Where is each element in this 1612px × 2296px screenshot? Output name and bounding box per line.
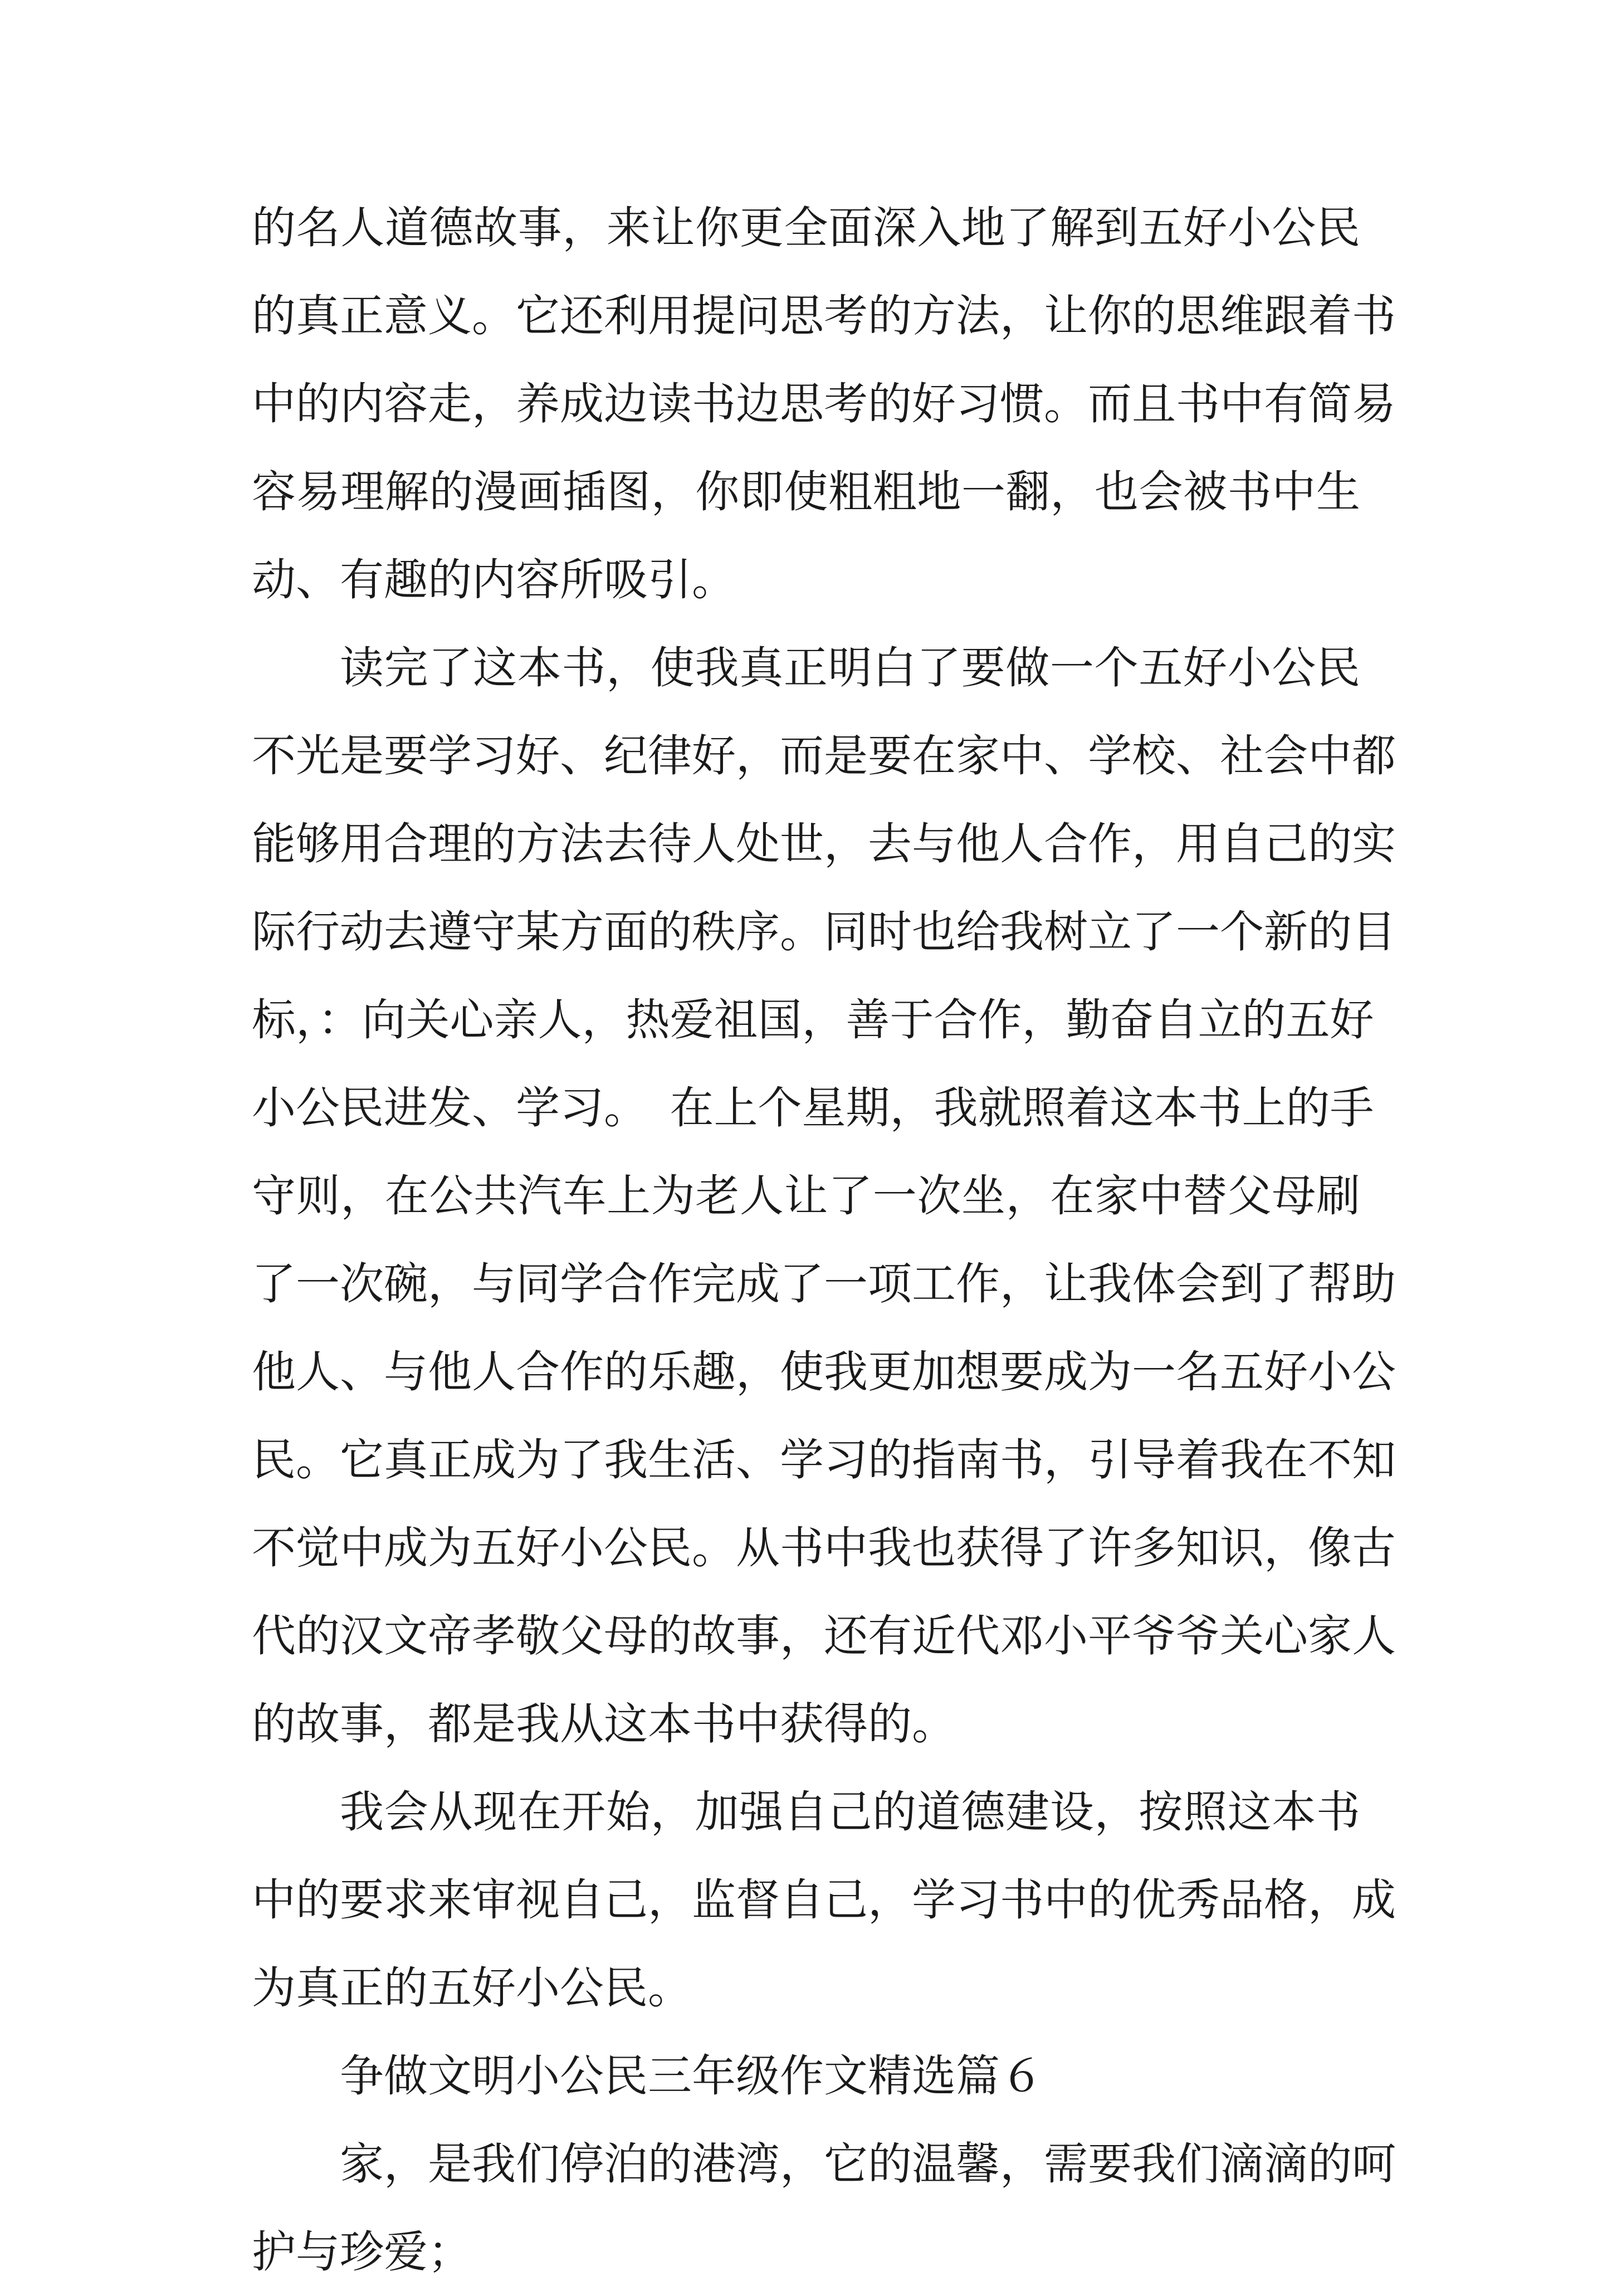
section-heading: 争做文明小公民三年级作文精选篇６ bbox=[340, 2050, 1044, 2102]
text-line: 为真正的五好小公民。 bbox=[252, 1962, 692, 2014]
text-line: 中的要求来审视自己，监督自己，学习书中的优秀品格，成 bbox=[252, 1874, 1396, 1926]
text-line: 读完了这本书，使我真正明白了要做一个五好小公民 bbox=[340, 642, 1360, 693]
text-line: 了一次碗，与同学合作完成了一项工作，让我体会到了帮助 bbox=[252, 1258, 1396, 1310]
document-body bbox=[252, 184, 1396, 2296]
paragraph-3 bbox=[252, 1768, 1396, 2032]
text-line: 小公民进发、学习。 在上个星期，我就照着这本书上的手 bbox=[252, 1082, 1374, 1134]
paragraph-1 bbox=[252, 184, 1396, 624]
text-line: 能够用合理的方法去待人处世，去与他人合作，用自己的实 bbox=[252, 818, 1396, 869]
text-line: 家，是我们停泊的港湾，它的温馨，需要我们滴滴的呵 bbox=[340, 2138, 1396, 2190]
text-line: 代的汉文帝孝敬父母的故事，还有近代邓小平爷爷关心家人 bbox=[252, 1610, 1396, 1662]
paragraph-2 bbox=[252, 624, 1396, 1768]
text-line: 容易理解的漫画插图，你即使粗粗地一翻，也会被书中生 bbox=[252, 466, 1360, 517]
text-line: 的真正意义。它还利用提问思考的方法，让你的思维跟着书 bbox=[252, 290, 1396, 341]
text-line: 际行动去遵守某方面的秩序。同时也给我树立了一个新的目 bbox=[252, 906, 1396, 958]
text-line: 标，：向关心亲人，热爱祖国，善于合作，勤奋自立的五好 bbox=[252, 994, 1374, 1046]
text-line: 我会从现在开始，加强自己的道德建设，按照这本书 bbox=[340, 1786, 1360, 1838]
paragraph-4 bbox=[252, 2120, 1396, 2296]
text-line: 不觉中成为五好小公民。从书中我也获得了许多知识，像古 bbox=[252, 1522, 1396, 1574]
text-line: 不光是要学习好、纪律好，而是要在家中、学校、社会中都 bbox=[252, 730, 1396, 781]
text-line: 动、有趣的内容所吸引。 bbox=[252, 554, 736, 605]
text-line: 的名人道德故事，来让你更全面深入地了解到五好小公民 bbox=[252, 202, 1360, 253]
text-line: 民。它真正成为了我生活、学习的指南书，引导着我在不知 bbox=[252, 1434, 1396, 1486]
text-line: 护与珍爱； bbox=[252, 2226, 472, 2278]
text-line: 他人、与他人合作的乐趣，使我更加想要成为一名五好小公 bbox=[252, 1346, 1396, 1398]
text-line: 的故事，都是我从这本书中获得的。 bbox=[252, 1698, 956, 1750]
text-line: 守则，在公共汽车上为老人让了一次坐，在家中替父母刷 bbox=[252, 1170, 1360, 1222]
text-line: 中的内容走，养成边读书边思考的好习惯。而且书中有简易 bbox=[252, 378, 1396, 429]
